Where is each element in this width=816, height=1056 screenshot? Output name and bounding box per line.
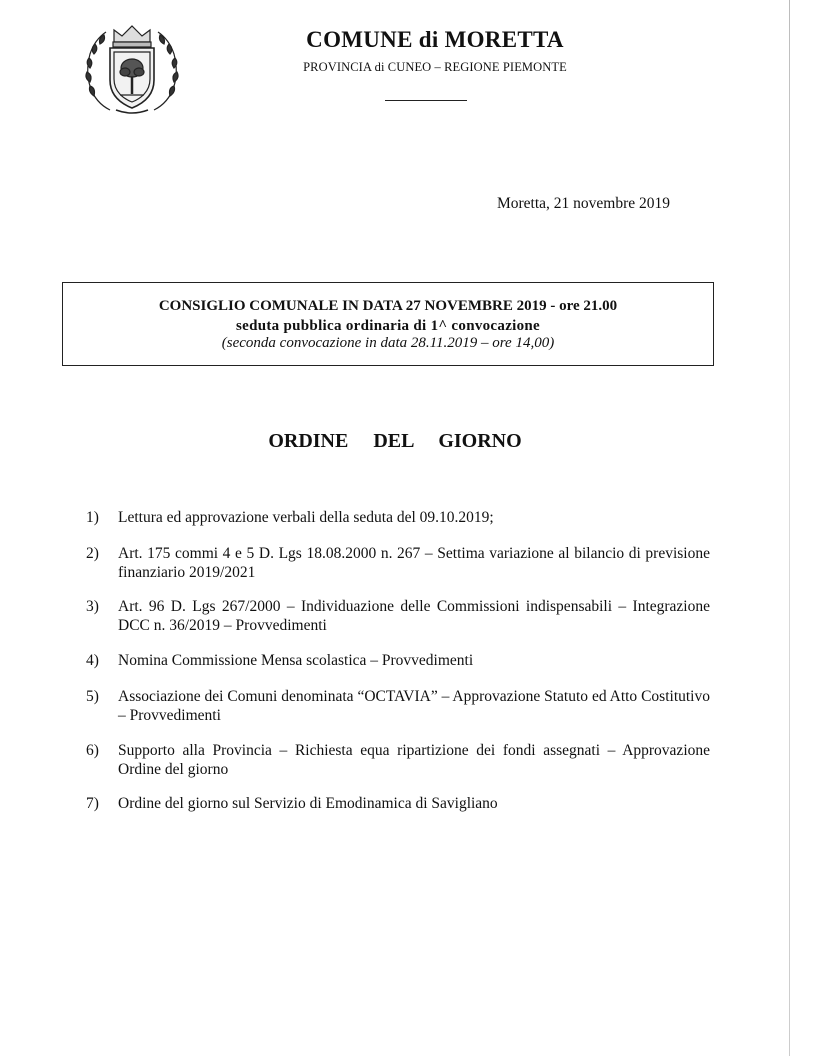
agenda-item [86, 508, 710, 527]
agenda-item-text: Art. 96 D. Lgs 267/2000 – Individuazione delle Commissioni indispensabili – Integrazione DCC n. 36/2019 – Provvedimenti [118, 598, 710, 634]
agenda-item-number: 6) [86, 742, 99, 759]
agenda-title: ORDINE DEL GIORNO [268, 430, 522, 452]
agenda-item [86, 544, 710, 582]
agenda-item-text: Associazione dei Comuni denominata “OCTAVIA” – Approvazione Statuto ed Atto Costitutivo – Provvedimenti [118, 688, 710, 724]
agenda-item-text: Lettura ed approvazione verbali della seduta del 09.10.2019; [118, 509, 494, 526]
session-type-line: seduta pubblica ordinaria di 1^ convocazione [235, 318, 541, 334]
page-edge-line [789, 0, 790, 1056]
agenda-item-number: 5) [86, 688, 99, 705]
agenda-item-number: 3) [86, 598, 99, 615]
second-convocation-line: (seconda convocazione in data 28.11.2019 – ore 14,00) [221, 335, 555, 351]
agenda-item [86, 794, 710, 813]
agenda-item-number: 1) [86, 509, 99, 526]
municipal-crest-icon [80, 22, 184, 118]
agenda-item-text: Ordine del giorno sul Servizio di Emodinamica di Savigliano [118, 795, 498, 812]
session-date-line: CONSIGLIO COMUNALE IN DATA 27 NOVEMBRE 2019 - ore 21.00 [158, 298, 618, 314]
agenda-item [86, 597, 710, 635]
agenda-item-text: Nomina Commissione Mensa scolastica – Provvedimenti [118, 652, 474, 669]
province-region-subtitle: PROVINCIA di CUNEO – REGIONE PIEMONTE [303, 60, 567, 74]
agenda-item-number: 2) [86, 545, 99, 562]
agenda-item [86, 741, 710, 779]
agenda-item-number: 7) [86, 795, 99, 812]
agenda-list [86, 508, 710, 813]
council-session-box [62, 282, 714, 366]
agenda-item-number: 4) [86, 652, 99, 669]
agenda-item [86, 687, 710, 725]
agenda-item [86, 651, 710, 670]
header-divider [385, 100, 467, 101]
agenda-item-text: Art. 175 commi 4 e 5 D. Lgs 18.08.2000 n. 267 – Settima variazione al bilancio di previsione finanziario 2019/2021 [118, 545, 710, 581]
agenda-item-text: Supporto alla Provincia – Richiesta equa ripartizione dei fondi assegnati – Approvazione Ordine del giorno [118, 742, 710, 778]
municipality-title: COMUNE di MORETTA [306, 27, 564, 52]
document-date: Moretta, 21 novembre 2019 [496, 195, 670, 212]
